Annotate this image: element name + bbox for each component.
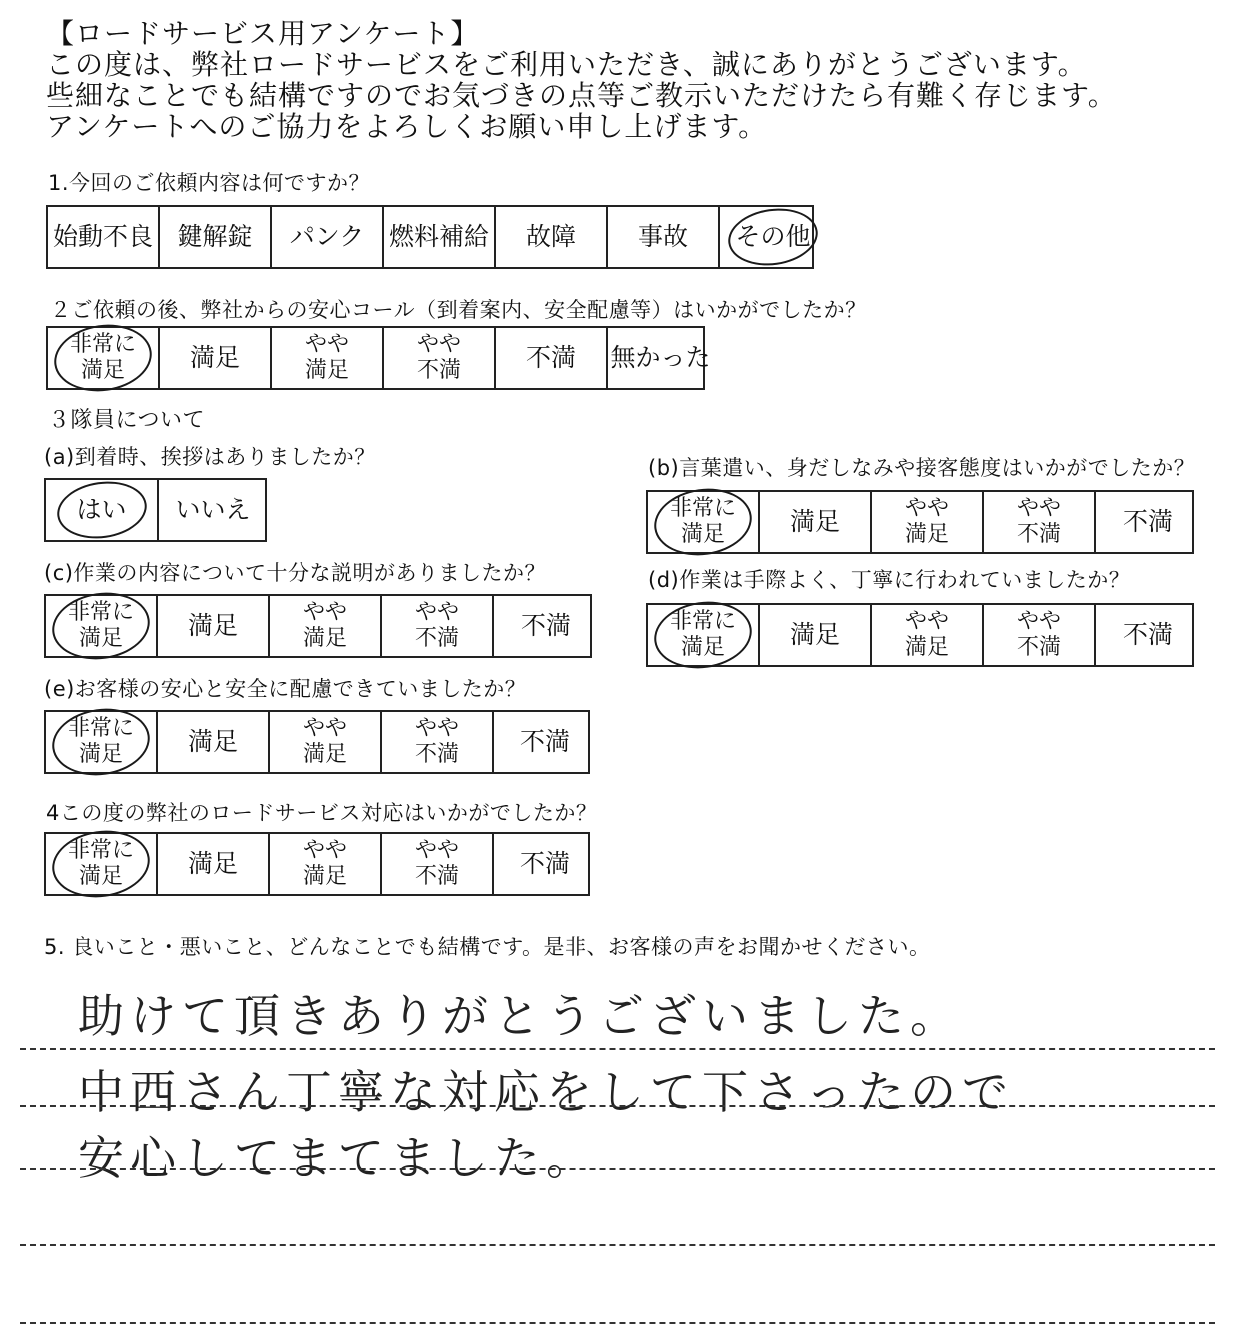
q3b-option-label: 満足 (789, 507, 840, 536)
q1-options (46, 205, 814, 269)
q3e-options (44, 710, 590, 774)
answer-rule-1 (20, 1048, 1215, 1050)
q4-option-label: やや 満足 (302, 838, 347, 889)
q3b-option-5[interactable] (1096, 492, 1200, 552)
q1-option-2[interactable] (160, 207, 272, 267)
intro-line-2: 些細なことでも結構ですのでお気づきの点等ご教示いただけたら有難く存じます。 (46, 79, 1117, 112)
q2-option-label: やや 満足 (304, 332, 349, 383)
q3b-title: (b)言葉遣い、身だしなみや接客態度はいかがでしたか？ (648, 456, 1196, 480)
q3c-option-label: やや 満足 (302, 600, 347, 651)
q3-title: ３隊員について (48, 408, 206, 433)
q3b-option-4[interactable] (984, 492, 1096, 552)
q3b-option-2[interactable] (760, 492, 872, 552)
q3d-option-3[interactable] (872, 605, 984, 665)
q3a-option-2[interactable] (159, 480, 267, 540)
q3e-title: (e)お客様の安心と安全に配慮できていましたか？ (44, 677, 527, 701)
q1-option-1[interactable] (48, 207, 160, 267)
q3b-option-label: 不満 (1122, 507, 1173, 536)
q4-options (44, 832, 590, 896)
q1-option-label: 故障 (525, 222, 576, 251)
q1-option-label: 燃料補給 (388, 222, 489, 251)
q3c-options (44, 594, 592, 658)
q3e-option-label: 非常に 満足 (67, 716, 134, 767)
q2-title: ２ご依頼の後、弊社からの安心コール（到着案内、安全配慮等）はいかがでしたか？ (50, 298, 867, 322)
q3d-option-label: やや 満足 (904, 609, 949, 660)
q4-option-label: やや 不満 (414, 838, 459, 889)
q2-option-1[interactable] (48, 328, 160, 388)
q1-option-label: 始動不良 (52, 222, 153, 251)
q3d-title: (d)作業は手際よく、丁寧に行われていましたか？ (648, 568, 1131, 592)
q3c-option-label: 満足 (187, 611, 238, 640)
answer-line-1: 助けて頂きありがとうございました。 (78, 989, 962, 1043)
q2-option-label: やや 不満 (416, 332, 461, 383)
q3d-option-1[interactable] (648, 605, 760, 665)
q4-option-2[interactable] (158, 834, 270, 894)
q3b-options (646, 490, 1194, 554)
q1-option-label: パンク (289, 222, 365, 251)
q3c-option-3[interactable] (270, 596, 382, 656)
q2-option-label: 非常に 満足 (69, 332, 136, 383)
answer-line-2: 中西さん丁寧な対応をして下さったので (78, 1065, 1014, 1119)
q3b-option-label: やや 満足 (904, 496, 949, 547)
q1-option-5[interactable] (496, 207, 608, 267)
q3c-option-4[interactable] (382, 596, 494, 656)
q1-option-label: 事故 (637, 222, 688, 251)
q3d-option-label: 満足 (789, 620, 840, 649)
q3d-option-label: やや 不満 (1016, 609, 1061, 660)
q3c-option-1[interactable] (46, 596, 158, 656)
q3b-option-3[interactable] (872, 492, 984, 552)
q3e-option-3[interactable] (270, 712, 382, 772)
q4-option-4[interactable] (382, 834, 494, 894)
survey-title: 【ロードサービス用アンケート】 (46, 17, 480, 50)
q3c-option-2[interactable] (158, 596, 270, 656)
q3c-option-label: 不満 (520, 611, 571, 640)
q1-title: 1.今回のご依頼内容は何ですか？ (48, 171, 371, 195)
q3a-option-label: いいえ (175, 495, 251, 524)
answer-rule-4 (20, 1244, 1215, 1246)
q3e-option-label: 不満 (519, 727, 570, 756)
q3d-option-label: 非常に 満足 (669, 609, 736, 660)
q1-option-3[interactable] (272, 207, 384, 267)
q1-option-6[interactable] (608, 207, 720, 267)
q3b-option-label: やや 不満 (1016, 496, 1061, 547)
q1-option-label: 鍵解錠 (177, 222, 253, 251)
q2-option-6[interactable] (608, 328, 713, 388)
q2-option-label: 不満 (525, 343, 576, 372)
q3a-options (44, 478, 267, 542)
q3c-title: (c)作業の内容について十分な説明がありましたか？ (44, 561, 547, 585)
q5-title: 5. 良いこと・悪いこと、どんなことでも結構です。是非、お客様の声をお聞かせください。 (44, 935, 931, 959)
q1-option-4[interactable] (384, 207, 496, 267)
q1-option-7[interactable] (720, 207, 826, 267)
q3d-option-5[interactable] (1096, 605, 1200, 665)
answer-rule-3 (20, 1168, 1215, 1170)
q4-title: 4この度の弊社のロードサービス対応はいかがでしたか？ (46, 801, 598, 825)
q1-option-label: その他 (735, 222, 811, 251)
q2-option-3[interactable] (272, 328, 384, 388)
answer-rule-2 (20, 1105, 1215, 1107)
intro-block (46, 18, 1117, 142)
answer-rule-5 (20, 1322, 1215, 1324)
q3e-option-1[interactable] (46, 712, 158, 772)
q2-option-4[interactable] (384, 328, 496, 388)
q3a-title: (a)到着時、挨拶はありましたか？ (44, 445, 376, 469)
q4-option-1[interactable] (46, 834, 158, 894)
q3c-option-label: 非常に 満足 (67, 600, 134, 651)
q2-option-label: 無かった (610, 343, 711, 372)
q4-option-label: 非常に 満足 (67, 838, 134, 889)
q3c-option-5[interactable] (494, 596, 598, 656)
answer-line-3: 安心してまてました。 (78, 1131, 598, 1185)
q4-option-label: 満足 (187, 849, 238, 878)
q3a-option-label: はい (76, 495, 127, 524)
q3e-option-5[interactable] (494, 712, 596, 772)
q3b-option-label: 非常に 満足 (669, 496, 736, 547)
q2-option-5[interactable] (496, 328, 608, 388)
q3e-option-label: やや 満足 (302, 716, 347, 767)
q3d-options (646, 603, 1194, 667)
q3b-option-1[interactable] (648, 492, 760, 552)
q3d-option-label: 不満 (1122, 620, 1173, 649)
q3e-option-2[interactable] (158, 712, 270, 772)
q2-option-2[interactable] (160, 328, 272, 388)
q4-option-3[interactable] (270, 834, 382, 894)
q2-options (46, 326, 711, 390)
intro-line-1: この度は、弊社ロードサービスをご利用いただき、誠にありがとうございます。 (46, 48, 1087, 81)
q3d-option-2[interactable] (760, 605, 872, 665)
q3e-option-4[interactable] (382, 712, 494, 772)
q4-option-label: 不満 (519, 849, 570, 878)
q3a-option-1[interactable] (46, 480, 159, 540)
q3c-option-label: やや 不満 (414, 600, 459, 651)
q3e-option-label: やや 不満 (414, 716, 459, 767)
q3e-option-label: 満足 (187, 727, 238, 756)
q2-option-label: 満足 (189, 343, 240, 372)
q4-option-5[interactable] (494, 834, 596, 894)
q3d-option-4[interactable] (984, 605, 1096, 665)
intro-line-3: アンケートへのご協力をよろしくお願い申し上げます。 (46, 110, 768, 143)
